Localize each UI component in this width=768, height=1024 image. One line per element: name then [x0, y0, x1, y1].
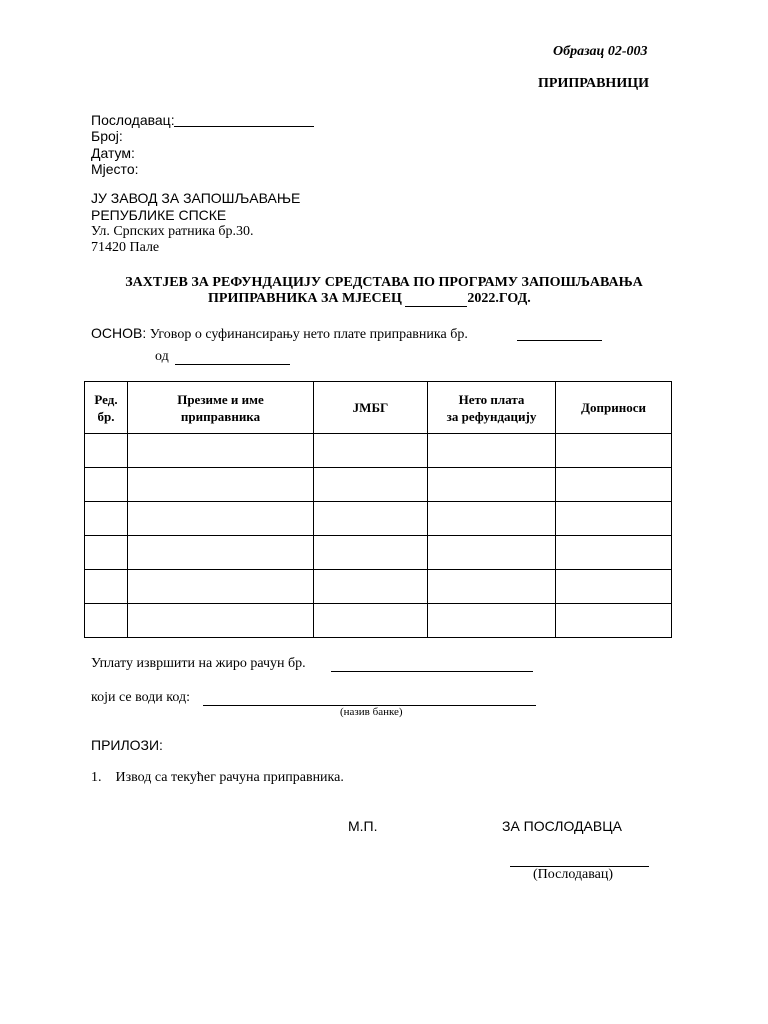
- table-cell[interactable]: [128, 604, 314, 638]
- attachments-heading: ПРИЛОЗИ:: [91, 737, 163, 753]
- table-cell[interactable]: [128, 536, 314, 570]
- table-cell[interactable]: [556, 468, 672, 502]
- employer-label: Послодавац:: [91, 112, 175, 128]
- recipient-postcode: 71420 Пале: [91, 240, 160, 255]
- bank-name-hint: (назив банке): [340, 706, 403, 718]
- bank-name-field[interactable]: [203, 690, 536, 706]
- table-header-row: [85, 382, 672, 434]
- table-cell[interactable]: [428, 502, 556, 536]
- table-cell[interactable]: [85, 502, 128, 536]
- table-row: [85, 570, 672, 604]
- stamp-label: М.П.: [348, 818, 378, 834]
- form-code: Образац 02-003: [553, 44, 648, 59]
- table-cell[interactable]: [428, 536, 556, 570]
- table-cell[interactable]: [128, 434, 314, 468]
- place-label: Мјесто:: [91, 161, 139, 177]
- col-header-name: Презиме и име приправника: [128, 382, 314, 434]
- title-month-prefix: ПРИПРАВНИКА ЗА МЈЕСЕЦ: [208, 291, 402, 306]
- table-cell[interactable]: [128, 468, 314, 502]
- table-row: [85, 536, 672, 570]
- title-year: 2022.ГОД.: [467, 291, 531, 306]
- col-header-ordinal: Ред. бр.: [85, 382, 128, 434]
- attachment-item: 1. Извод са текућег рачуна приправника.: [91, 770, 344, 785]
- table-cell[interactable]: [128, 502, 314, 536]
- number-label: Број:: [91, 128, 123, 144]
- table-cell[interactable]: [556, 570, 672, 604]
- recipient-line-1: ЈУ ЗАВОД ЗА ЗАПОШЉАВАЊЕ: [91, 190, 301, 206]
- bank-label: који се води код:: [91, 690, 190, 705]
- table-cell[interactable]: [428, 604, 556, 638]
- table-cell[interactable]: [556, 434, 672, 468]
- table-cell[interactable]: [314, 468, 428, 502]
- table-row: [85, 604, 672, 638]
- table-row: [85, 434, 672, 468]
- contract-date-field[interactable]: [175, 349, 290, 365]
- trainee-table: [84, 381, 672, 638]
- month-field[interactable]: [405, 293, 467, 307]
- contract-date-label: од: [155, 349, 169, 364]
- employer-field[interactable]: [174, 112, 314, 127]
- table-cell[interactable]: [314, 570, 428, 604]
- col-header-net-salary: Нето плата за рефундацију: [428, 382, 556, 434]
- document-title-line-2: [208, 291, 531, 307]
- table-cell[interactable]: [556, 604, 672, 638]
- account-number-field[interactable]: [331, 656, 533, 672]
- table-cell[interactable]: [85, 468, 128, 502]
- table-cell[interactable]: [428, 570, 556, 604]
- table-cell[interactable]: [85, 570, 128, 604]
- table-cell[interactable]: [85, 434, 128, 468]
- basis-text: Уговор о суфинансирању нето плате приправника бр.: [149, 327, 468, 342]
- form-category: ПРИПРАВНИЦИ: [538, 76, 649, 91]
- for-employer-label: ЗА ПОСЛОДАВЦА: [502, 818, 622, 834]
- contract-number-field[interactable]: [517, 325, 602, 341]
- table-cell[interactable]: [314, 536, 428, 570]
- date-label: Датум:: [91, 145, 135, 161]
- table-cell[interactable]: [314, 502, 428, 536]
- recipient-line-2: РЕПУБЛИКЕ СПСКЕ: [91, 207, 227, 223]
- table-cell[interactable]: [128, 570, 314, 604]
- table-cell[interactable]: [428, 434, 556, 468]
- basis-line: [91, 325, 468, 343]
- table-row: [85, 468, 672, 502]
- table-cell[interactable]: [314, 434, 428, 468]
- recipient-address: Ул. Српских ратника бр.30.: [91, 224, 254, 239]
- table-cell[interactable]: [85, 604, 128, 638]
- account-label: Уплату извршити на жиро рачун бр.: [91, 656, 306, 671]
- table-row: [85, 502, 672, 536]
- document-title-line-1: ЗАХТЈЕВ ЗА РЕФУНДАЦИЈУ СРЕДСТАВА ПО ПРОГРАМУ ЗАПОШЉАВАЊА: [125, 275, 643, 290]
- table-cell[interactable]: [428, 468, 556, 502]
- table-cell[interactable]: [85, 536, 128, 570]
- table-cell[interactable]: [556, 536, 672, 570]
- signature-line[interactable]: [510, 852, 649, 867]
- col-header-contributions: Доприноси: [556, 382, 672, 434]
- col-header-jmbg: ЈМБГ: [314, 382, 428, 434]
- table-cell[interactable]: [556, 502, 672, 536]
- table-cell[interactable]: [314, 604, 428, 638]
- signer-hint: (Послодавац): [533, 867, 614, 882]
- basis-label: ОСНОВ:: [91, 325, 147, 341]
